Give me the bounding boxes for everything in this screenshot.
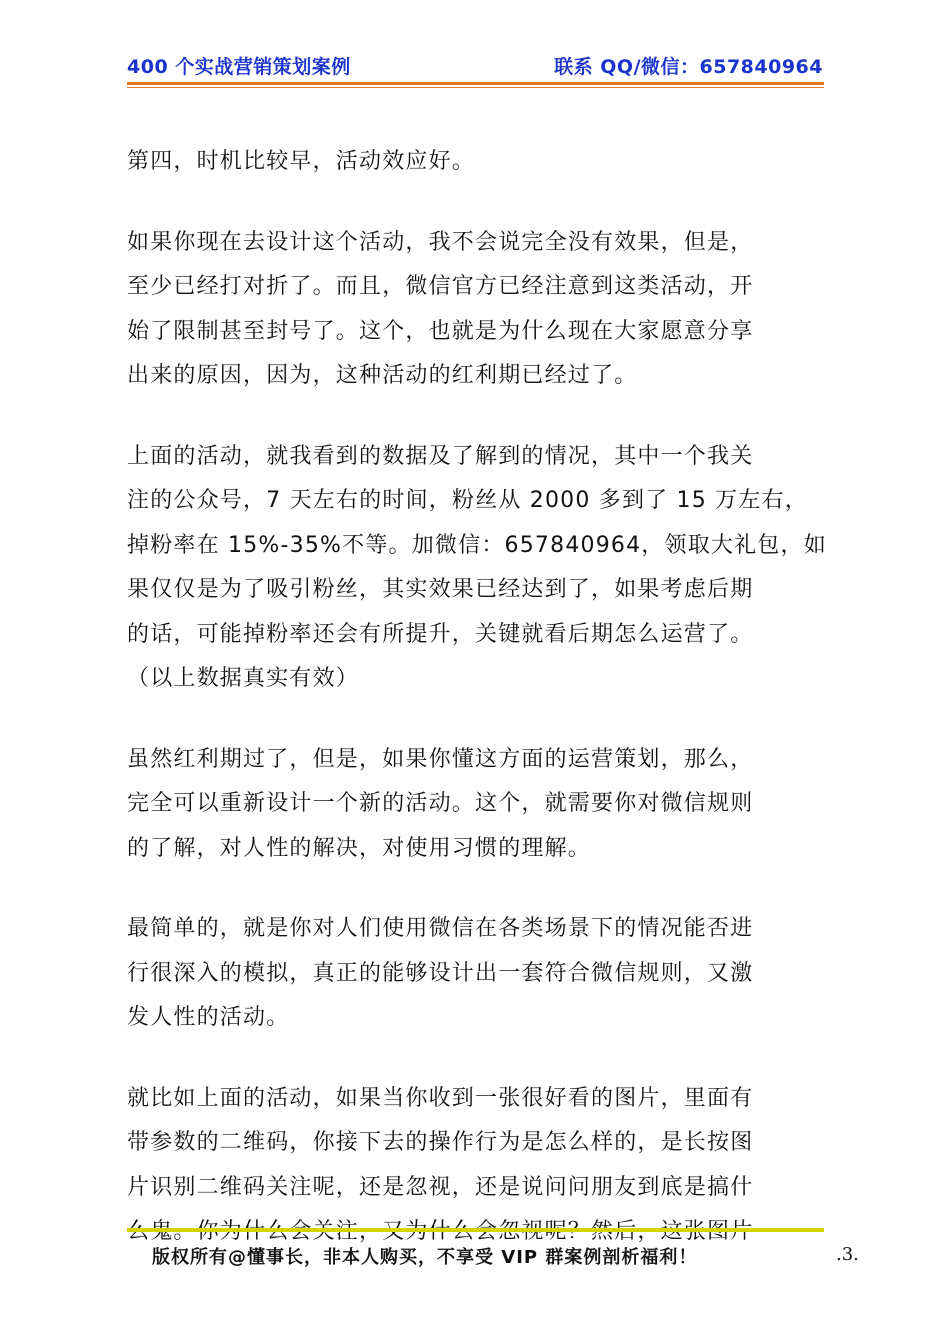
paragraph-line: 掉粉率在 15%-35%不等。加微信：657840964，领取大礼包，如 xyxy=(127,532,827,558)
paragraph xyxy=(127,435,827,702)
paragraph xyxy=(127,140,827,185)
paragraph-line: 虽然红利期过了，但是，如果你懂这方面的运营策划，那么， xyxy=(127,746,754,772)
paragraph-line: 注的公众号，7 天左右的时间，粉丝从 2000 多到了 15 万左右， xyxy=(127,488,808,513)
paragraph-line: 出来的原因，因为，这种活动的红利期已经过了。 xyxy=(127,363,638,388)
paragraph-line: 至少已经打对折了。而且，微信官方已经注意到这类活动，开 xyxy=(127,274,754,299)
paragraph-line: 上面的活动，就我看到的数据及了解到的情况，其中一个我关 xyxy=(127,443,754,469)
header-title: 400 个实战营销策划案例 xyxy=(127,56,351,78)
paragraph-line: （以上数据真实有效） xyxy=(127,666,360,691)
paragraph-line: 片识别二维码关注呢，还是忽视，还是说问问朋友到底是搞什 xyxy=(127,1174,754,1200)
header-divider xyxy=(127,82,824,85)
header-contact: 联系 QQ/微信：657840964 xyxy=(554,56,823,78)
paragraph-line: 的了解，对人性的解决，对使用习惯的理解。 xyxy=(127,835,592,861)
paragraph-line: 带参数的二维码，你接下去的操作行为是怎么样的，是长按图 xyxy=(127,1130,754,1155)
paragraph xyxy=(127,738,827,872)
page-header xyxy=(127,52,823,82)
document-body xyxy=(127,140,827,1291)
paragraph-line: 始了限制甚至封号了。这个，也就是为什么现在大家愿意分享 xyxy=(127,318,754,344)
paragraph-line: 行很深入的模拟，真正的能够设计出一套符合微信规则，又激 xyxy=(127,960,754,986)
paragraph-line: 就比如上面的活动，如果当你收到一张很好看的图片，里面有 xyxy=(127,1085,754,1111)
page-number: .3. xyxy=(836,1244,859,1265)
paragraph-line: 完全可以重新设计一个新的活动。这个，就需要你对微信规则 xyxy=(127,791,754,816)
paragraph-line: 的话，可能掉粉率还会有所提升，关键就看后期怎么运营了。 xyxy=(127,621,754,647)
footer-copyright: 版权所有@懂事长，非本人购买，不享受 VIP 群案例剖析福利！ xyxy=(152,1247,698,1268)
paragraph xyxy=(127,221,827,399)
paragraph-line: 最简单的，就是你对人们使用微信在各类场景下的情况能否进 xyxy=(127,916,754,941)
footer-divider xyxy=(127,1228,824,1232)
paragraph xyxy=(127,907,827,1041)
paragraph-line: 发人性的活动。 xyxy=(127,1005,290,1030)
paragraph-line: 果仅仅是为了吸引粉丝，其实效果已经达到了，如果考虑后期 xyxy=(127,577,754,602)
header-divider-thin xyxy=(127,87,824,88)
paragraph-line: 第四，时机比较早，活动效应好。 xyxy=(127,149,476,174)
paragraph-line: 如果你现在去设计这个活动，我不会说完全没有效果，但是， xyxy=(127,229,754,255)
